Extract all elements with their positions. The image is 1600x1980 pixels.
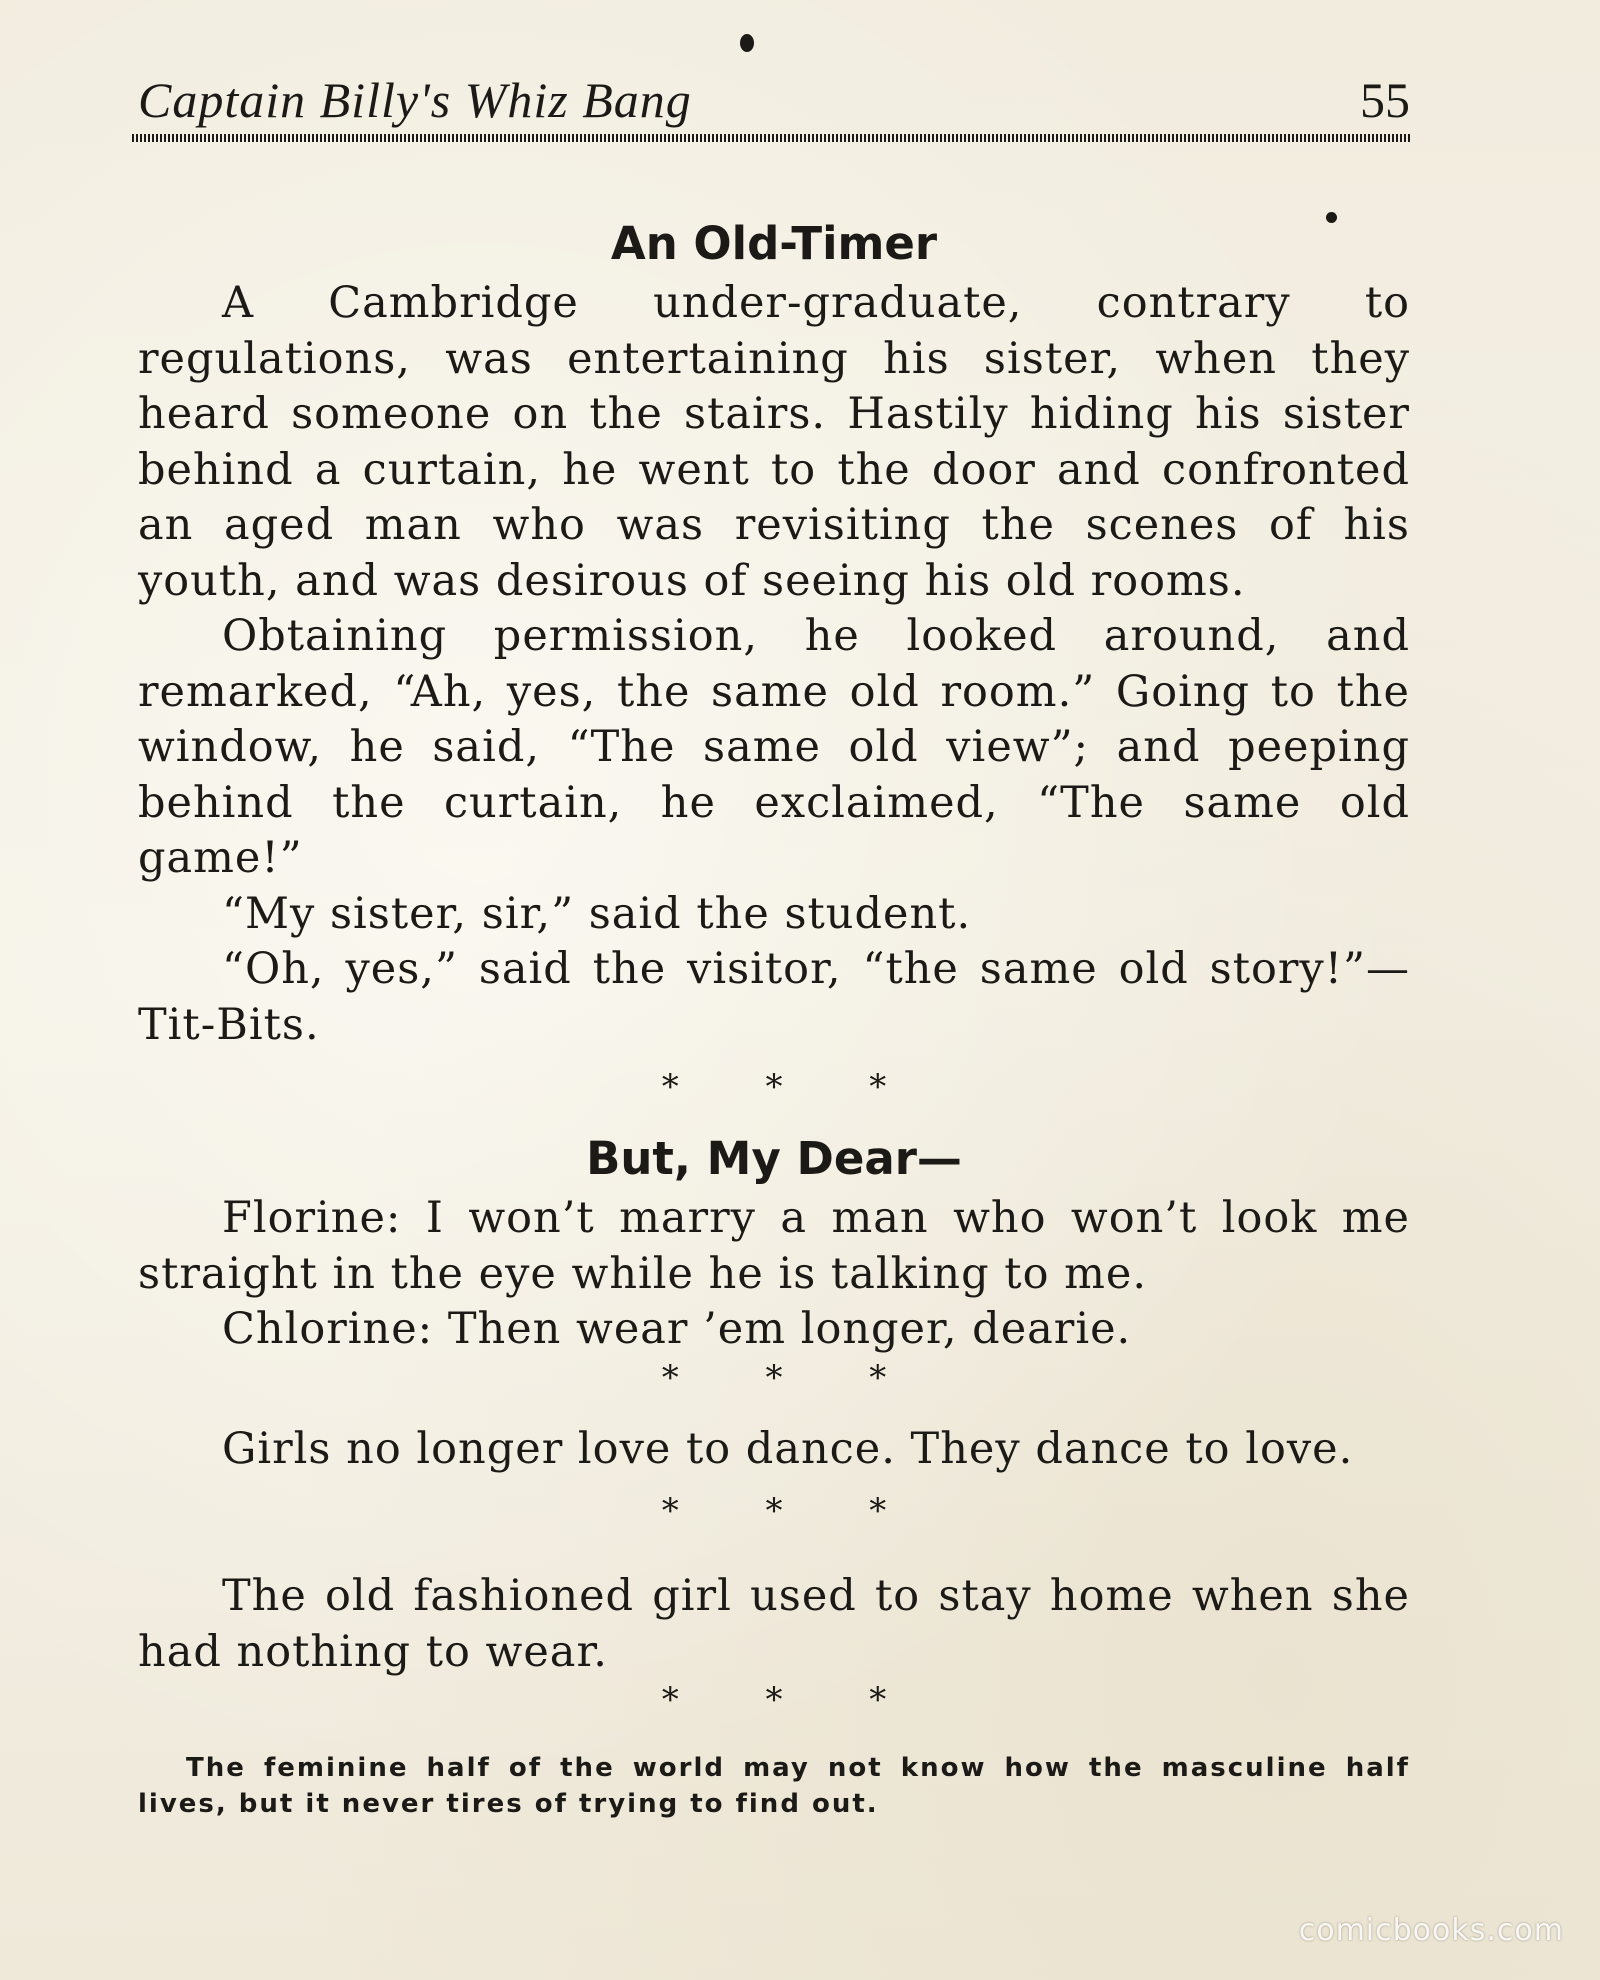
article-paragraph: A Cambridge under-graduate, contrary to regulations, was entertaining his sister, when they heard someone on the stairs. Hastily hiding his sister behind a curtain, he went to the door and confronted an aged man who was revisiting the scenes of his youth, and was desirous of seeing his old rooms. — [138, 278, 1410, 606]
article-heading-but-my-dear: But, My Dear— — [586, 1132, 962, 1185]
magazine-title: Captain Billy's Whiz Bang — [138, 72, 692, 128]
section-separator: * * * — [661, 1491, 925, 1531]
page-content — [138, 212, 1410, 1822]
joke-paragraph: Girls no longer love to dance. They dance to love. — [222, 1423, 1354, 1474]
article-heading-old-timer: An Old-Timer — [610, 217, 938, 270]
article-paragraph: “Oh, yes,” said the visitor, “the same old story!”—Tit-Bits. — [138, 944, 1410, 1050]
page-number: 55 — [1360, 72, 1410, 128]
section-separator: * * * — [661, 1067, 925, 1107]
section-separator: * * * — [661, 1357, 925, 1398]
dialogue-paragraph: Chlorine: Then wear ’em longer, dearie. — [222, 1304, 1132, 1354]
footer-note: The feminine half of the world may not know how the masculine half lives, but it never tires of trying to find out. — [138, 1753, 1410, 1819]
watermark: comicbooks.com — [1298, 1913, 1564, 1948]
section-separator: * * * — [661, 1680, 925, 1720]
article-paragraph: Obtaining permission, he looked around, and remarked, “Ah, yes, the same old room.” Going to the window, he said, “The same old view”; and peeping behind the curtain, he exclaimed, “The same old game!” — [138, 611, 1410, 883]
joke-paragraph: The old fashioned girl used to stay home when she had nothing to wear. — [138, 1571, 1410, 1677]
header-rule — [132, 134, 1412, 142]
dialogue-paragraph: Florine: I won’t marry a man who won’t look me straight in the eye while he is talking to me. — [138, 1193, 1410, 1299]
page-header — [138, 70, 1410, 136]
ink-dot — [740, 34, 754, 52]
article-paragraph: “My sister, sir,” said the student. — [222, 888, 972, 939]
